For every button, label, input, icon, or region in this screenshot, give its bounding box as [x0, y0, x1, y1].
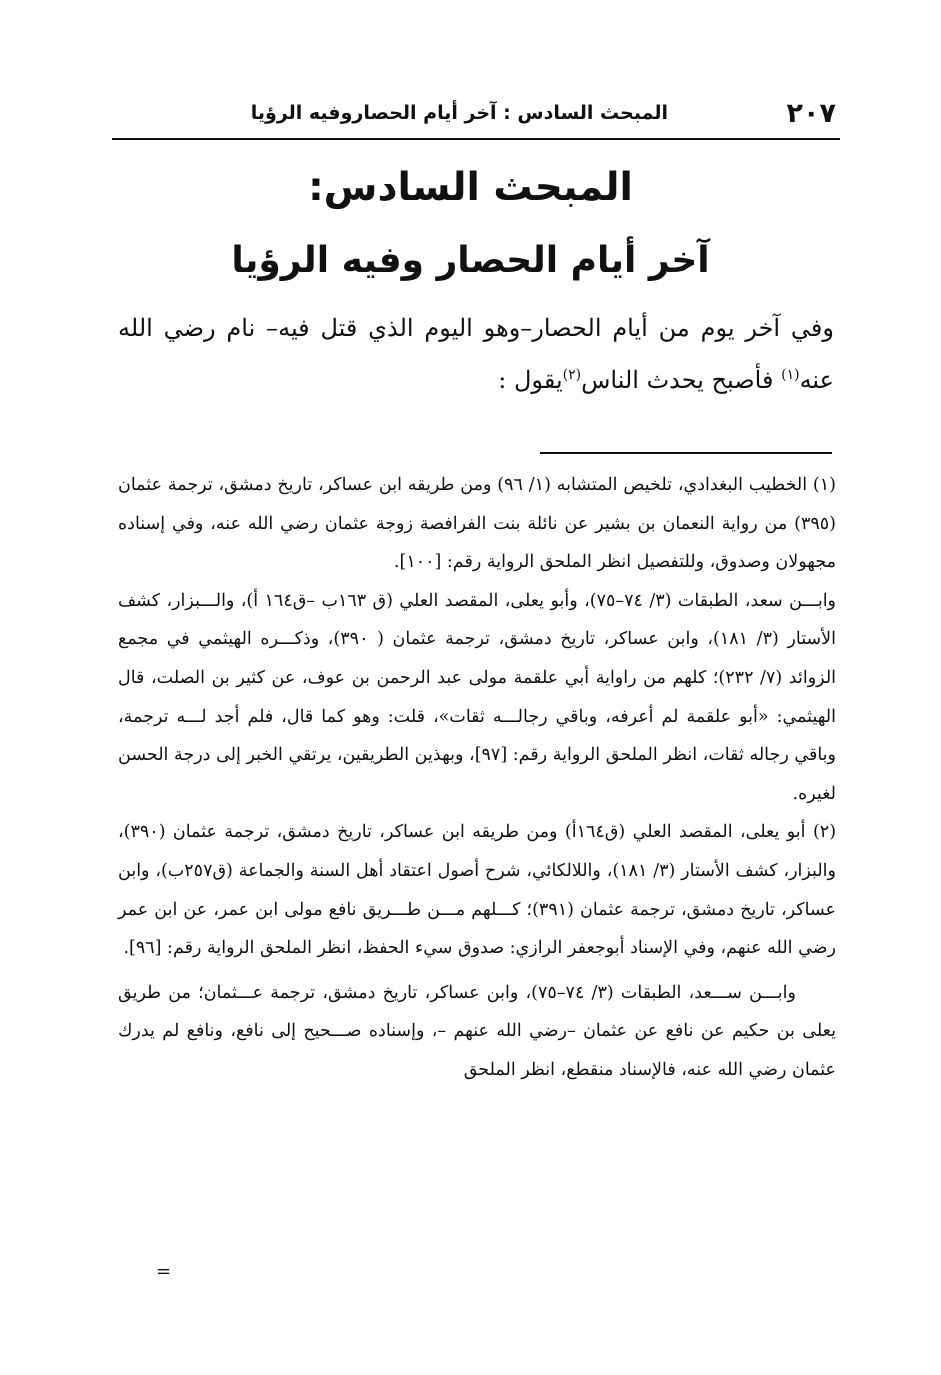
footnote-1-paragraph-1: (١) الخطيب البغدادي، تلخيص المتشابه (١/ ٩٦) ومن طريقه ابن عساكر، تاريخ دمشق، ترجمة عثمان (٣٩٥) من رواية النعمان بن بشير عن نائلة بنت الفرافصة زوجة عثمان رضي الله عنه، وفي إسناده مجهولان وصدوق، وللتفصيل انظر الملحق الرواية رقم: [١٠٠]. — [118, 475, 836, 573]
chapter-heading: المبحث السادس: — [308, 165, 633, 210]
body-text-a: وفي آخر يوم من أيام الحصار–وهو اليوم الذي قتل فيه– نام رضي الله عنه — [118, 314, 834, 394]
body-text-c: يقول : — [498, 366, 563, 394]
footnote-separator — [540, 452, 832, 454]
footnote-ref-1: (١) — [781, 367, 800, 383]
body-paragraph — [118, 302, 834, 406]
footnote-1-paragraph-2: وابـــن سعد، الطبقات (٣/ ٧٤–٧٥)، وأبو يعلى، المقصد العلي (ق ١٦٣ب –ق١٦٤ أ)، والـــبزار، كشف الأستار (٣/ ١٨١)، وابن عساكر، تاريخ دمشق، ترجمة عثمان ( ٣٩٠)، وذكـــره الهيثمي في مجمع الزوائد (٧/ ٢٣٢)؛ كلهم من راواية أبي علقمة مولى عبد الرحمن بن عوف، عن كثير بن الصلت، قال الهيثمي: «أبو علقمة لم أعرفه، وباقي رجالـــه ثقات»، قلت: وهو كما قال، فلم أجد لـــه ترجمة، وباقي رجاله ثقات، انظر الملحق الرواية رقم: [٩٧]، وبهذين الطريقين، يرتقي الخبر إلى درجة الحسن لغيره. — [118, 590, 837, 804]
body-line — [118, 302, 834, 406]
continuation-mark: = — [156, 1261, 172, 1282]
footnote-2-paragraph-1: (٢) أبو يعلى، المقصد العلي (ق١٦٤أ) ومن طريقه ابن عساكر، تاريخ دمشق، ترجمة عثمان (٣٩٠)، والبزار، كشف الأستار (٣/ ١٨١)، واللالكائي، شرح أصول اعتقاد أهل السنة والجماعة (ق٢٥٧ب)، وابن عساكر، تاريخ دمشق، ترجمة عثمان (٣٩١)؛ كـــلهم مـــن طـــريق نافع مولى ابن عمر، عن ابن عمر رضي الله عنهم، وفي الإسناد أبوجعفر الرازي: صدوق سيء الحفظ، انظر الملحق الرواية رقم: [٩٦]. — [118, 822, 837, 959]
running-header-title: المبحث السادس : آخر أيام الحصاروفيه الرؤيا — [250, 102, 668, 124]
chapter-subheading: آخر أيام الحصار وفيه الرؤيا — [231, 240, 710, 281]
page-number: ٢٠٧ — [786, 98, 836, 129]
footnote-2-paragraph-2: وابـــن ســـعد، الطبقات (٣/ ٧٤–٧٥)، وابن عساكر، تاريخ دمشق، ترجمة عـــثمان؛ من طريق يعلى بن حكيم عن نافع عن عثمان –رضي الله عنهم –، وإسناده صـــحيح إلى نافع، ونافع لم يدرك عثمان رضي الله عنه، فالإسناد منقطع، انظر الملحق — [118, 982, 836, 1080]
footnote-ref-2: (٢) — [562, 367, 582, 383]
header-rule — [112, 138, 840, 140]
footnotes — [118, 466, 836, 1090]
running-header — [112, 96, 836, 136]
body-text-b: فأصبح يحدث الناس — [581, 366, 782, 394]
